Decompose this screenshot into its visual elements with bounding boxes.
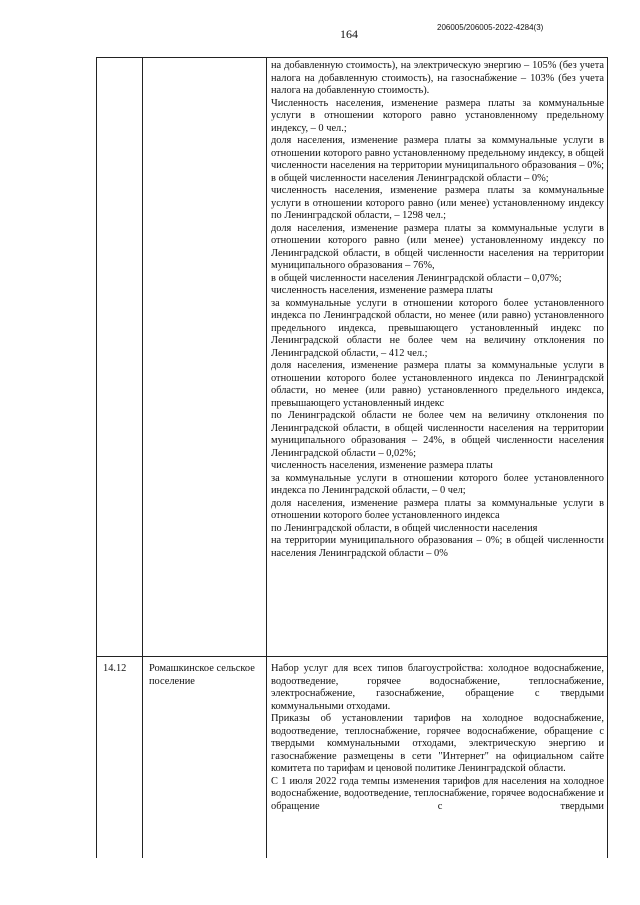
column-divider-1 [142,58,143,858]
paragraph: численность населения, изменение размера платы за коммунальные услуги в отношении которого равно (или менее) установленному индексу по Ленинградской области, – 1298 чел.; [271,185,604,221]
continuation-text [271,60,604,560]
paragraph: численность населения, изменение размера платы [271,285,493,296]
paragraph: доля населения, изменение размера платы за коммунальные услуги в отношении которого более установленного индекса [271,497,604,521]
paragraph: на добавленную стоимость), на электрическую энергию – 105% (без учета налога на добавленную стоимость), на газоснабжение – 103% (без учета налога на добавленную стоимость). [271,60,604,96]
column-divider-2 [266,58,267,858]
paragraph: численность населения, изменение размера платы [271,460,493,471]
paragraph: Набор услуг для всех типов благоустройства: холодное водоснабжение, водоотведение, горячее водоснабжение, теплоснабжение, электроснабжение, газоснабжение, обращение с твердыми коммунальными отходами. [271,663,604,712]
row-divider [97,656,607,657]
paragraph: С 1 июля 2022 года темпы изменения тарифов для населения на холодное водоснабжение, водоотведение, теплоснабжение, горячее водоснабжение и обращение с твердыми [271,775,604,812]
paragraph: доля населения, изменение размера платы за коммунальные услуги в отношении которого более установленного индекса по Ленинградской области, но менее (или равно) установленного предельного индекса, превышающего установленный индекс [271,360,604,409]
row-description [271,663,604,813]
paragraph: доля населения, изменение размера платы за коммунальные услуги в отношении которого равно установленному предельному индексу, в общей численности населения на территории муниципального образования – 0%; в общей численности населения Ленинградской области – 0%; [271,135,604,184]
paragraph: Численность населения, изменение размера платы за коммунальные услуги в отношении которого равно установленному предельному индексу, – 0 чел.; [271,97,604,134]
paragraph: доля населения, изменение размера платы за коммунальные услуги в отношении которого равно (или менее) установленному индексу по Ленинградской области, в общей численности населения на территории муниципального образования – 76%, [271,222,604,271]
paragraph: по Ленинградской области не более чем на величину отклонения по Ленинградской области, в общей численности населения на территории муниципального образования – 24%, в общей численности населения Ленинградской области – 0,02%; [271,410,604,459]
document-code: 206005/206005-2022-4284(3) [437,23,544,32]
row-number: 14.12 [103,663,127,674]
paragraph: Приказы об установлении тарифов на холодное водоснабжение, водоотведение, теплоснабжение, горячее водоснабжение, обращение с твердыми коммунальными отходами, электрическую энергию и газоснабжение размещены в сети "Интернет" на официальном сайте комитета по тарифам и ценовой политике Ленинградской области. [271,713,604,774]
paragraph: за коммунальные услуги в отношении которого более установленного индекса по Ленинградской области, но менее (или равно) установленного предельного индекса, превышающего установленный индекс по Ленинградской области не более чем на величину отклонения по Ленинградской области, – 412 чел.; [271,297,604,359]
paragraph: по Ленинградской области, в общей численности населения [271,522,538,534]
paragraph: на территории муниципального образования – 0%; в общей численности населения Ленинградской области – 0% [271,535,604,559]
tariff-table [96,57,608,858]
paragraph: за коммунальные услуги в отношении которого более установленного индекса по Ленинградской области, – 0 чел; [271,472,604,496]
settlement-name: Ромашкинское сельское поселение [149,663,255,687]
paragraph: в общей численности населения Ленинградской области – 0,07%; [271,272,562,284]
page-number: 164 [340,27,358,41]
